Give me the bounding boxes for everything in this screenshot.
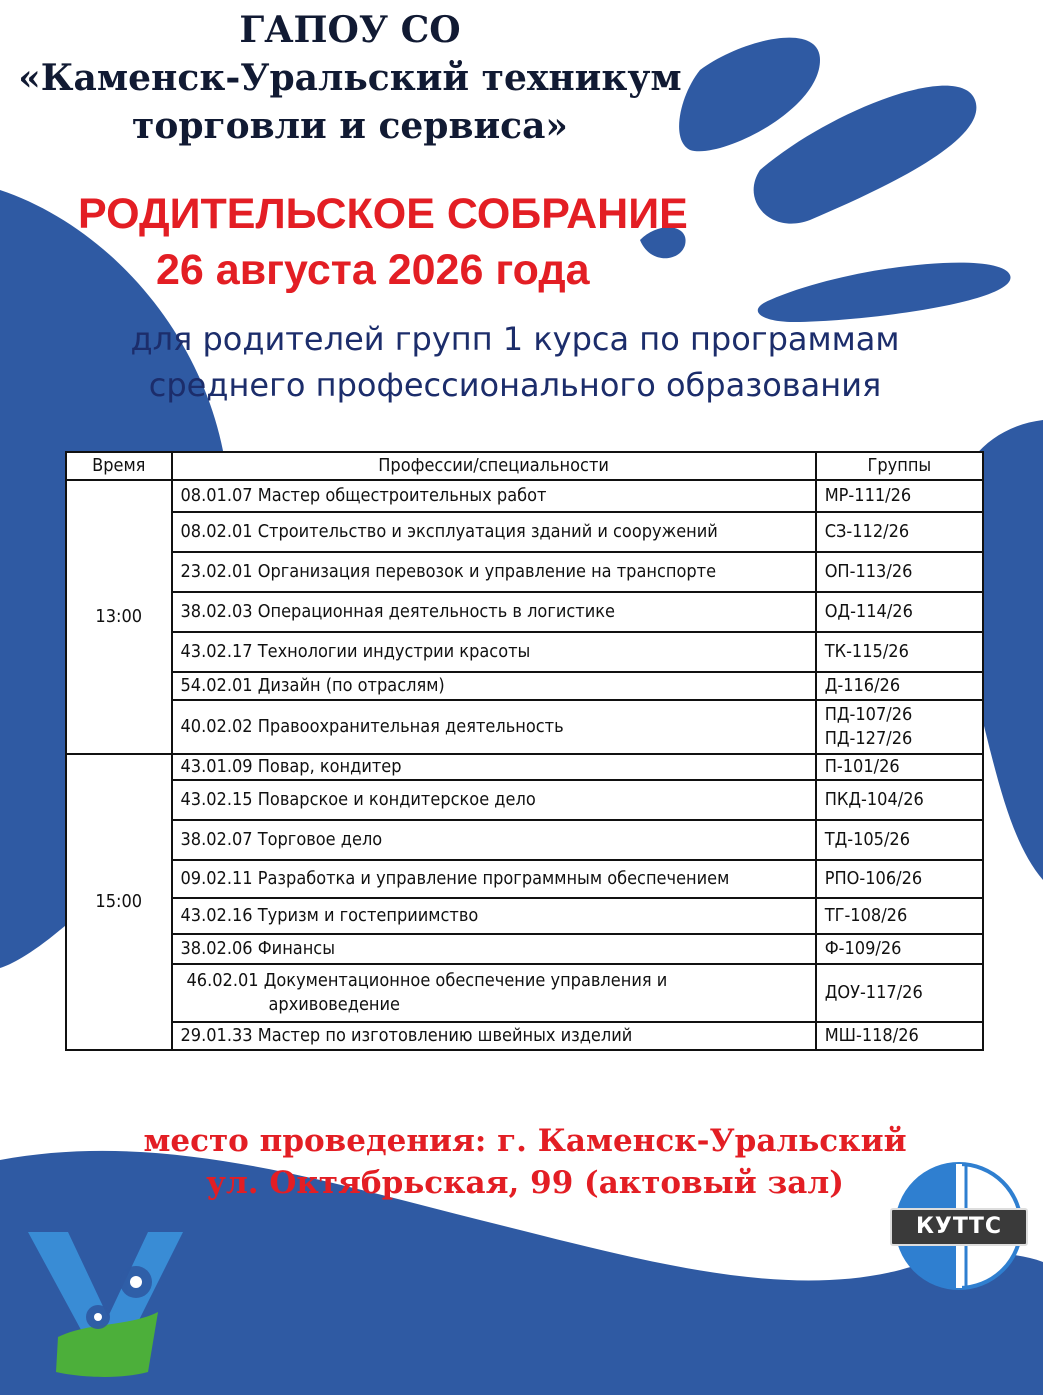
table-row <box>66 754 983 780</box>
group-cell: ОД-114/26 <box>816 592 983 632</box>
program-text-2: архивоведение <box>268 994 401 1015</box>
group-cell: ПКД-104/26 <box>816 780 983 820</box>
table-row <box>66 820 983 860</box>
program-cell: 54.02.01 Дизайн (по отраслям) <box>172 672 816 700</box>
event-date: 26 августа 2026 года <box>156 246 590 294</box>
table-row <box>66 592 983 632</box>
group-cell: Д-116/26 <box>816 672 983 700</box>
program-cell: 08.02.01 Строительство и эксплуатация зданий и сооружений <box>172 512 816 552</box>
table-row <box>66 700 983 754</box>
program-cell <box>172 964 816 1022</box>
table-row <box>66 780 983 820</box>
event-title: РОДИТЕЛЬСКОЕ СОБРАНИЕ <box>78 190 688 238</box>
group-cell: Ф-109/26 <box>816 934 983 964</box>
group-cell: СЗ-112/26 <box>816 512 983 552</box>
program-cell: 38.02.03 Операционная деятельность в логистике <box>172 592 816 632</box>
program-cell: 23.02.01 Организация перевозок и управление на транспорте <box>172 552 816 592</box>
brush-stroke-1 <box>679 38 820 152</box>
brush-stroke-3 <box>758 263 1011 322</box>
organization-name <box>0 6 700 150</box>
org-line-3: торговли и сервиса» <box>132 105 568 147</box>
program-cell: 08.01.07 Мастер общестроительных работ <box>172 480 816 512</box>
group-cell: ОП-113/26 <box>816 552 983 592</box>
group-cell: МШ-118/26 <box>816 1022 983 1050</box>
org-line-1: ГАПОУ СО <box>239 9 461 51</box>
program-cell: 38.02.07 Торговое дело <box>172 820 816 860</box>
group-cell: ТК-115/26 <box>816 632 983 672</box>
group-cell: ТД-105/26 <box>816 820 983 860</box>
group-cell: РПО-106/26 <box>816 860 983 898</box>
table-row <box>66 632 983 672</box>
header-time: Время <box>66 452 172 480</box>
table-row <box>66 898 983 934</box>
org-line-2: «Каменск-Уральский техникум <box>18 57 682 99</box>
table-row <box>66 512 983 552</box>
subtitle-line-2: среднего профессионального образования <box>148 366 882 404</box>
college-logo-label: КУТТС <box>890 1208 1028 1246</box>
group-value: ПД-107/26 <box>824 704 913 725</box>
table-row <box>66 934 983 964</box>
table-row <box>66 552 983 592</box>
group-cell <box>816 700 983 754</box>
table-row <box>66 480 983 512</box>
program-cell: 40.02.02 Правоохранительная деятельность <box>172 700 816 754</box>
event-location <box>60 1120 990 1204</box>
header-groups: Группы <box>816 452 983 480</box>
group-value-2: ПД-127/26 <box>824 728 913 749</box>
table-row <box>66 860 983 898</box>
group-cell: ДОУ-117/26 <box>816 964 983 1022</box>
group-cell: П-101/26 <box>816 754 983 780</box>
program-cell: 43.02.15 Поварское и кондитерское дело <box>172 780 816 820</box>
group-cell: ТГ-108/26 <box>816 898 983 934</box>
schedule-table <box>65 451 984 1051</box>
program-cell: 29.01.33 Мастер по изготовлению швейных изделий <box>172 1022 816 1050</box>
table-header-row <box>66 452 983 480</box>
gear-letter-logo-icon <box>28 1222 188 1382</box>
program-cell: 38.02.06 Финансы <box>172 934 816 964</box>
program-cell: 43.02.16 Туризм и гостеприимство <box>172 898 816 934</box>
location-line-1: место проведения: г. Каменск-Уральский <box>143 1123 907 1159</box>
header-programs: Профессии/специальности <box>172 452 816 480</box>
program-cell: 43.01.09 Повар, кондитер <box>172 754 816 780</box>
table-row <box>66 672 983 700</box>
event-subtitle <box>60 316 970 408</box>
session-time: 13:00 <box>66 480 172 754</box>
table-row <box>66 1022 983 1050</box>
location-line-2: ул. Октябрьская, 99 (актовый зал) <box>206 1165 844 1201</box>
program-text: 46.02.01 Документационное обеспечение управления и <box>186 970 668 991</box>
program-cell: 43.02.17 Технологии индустрии красоты <box>172 632 816 672</box>
group-cell: МР-111/26 <box>816 480 983 512</box>
subtitle-line-1: для родителей групп 1 курса по программам <box>130 320 900 358</box>
table-row <box>66 964 983 1022</box>
session-time: 15:00 <box>66 754 172 1050</box>
program-cell: 09.02.11 Разработка и управление программным обеспечением <box>172 860 816 898</box>
